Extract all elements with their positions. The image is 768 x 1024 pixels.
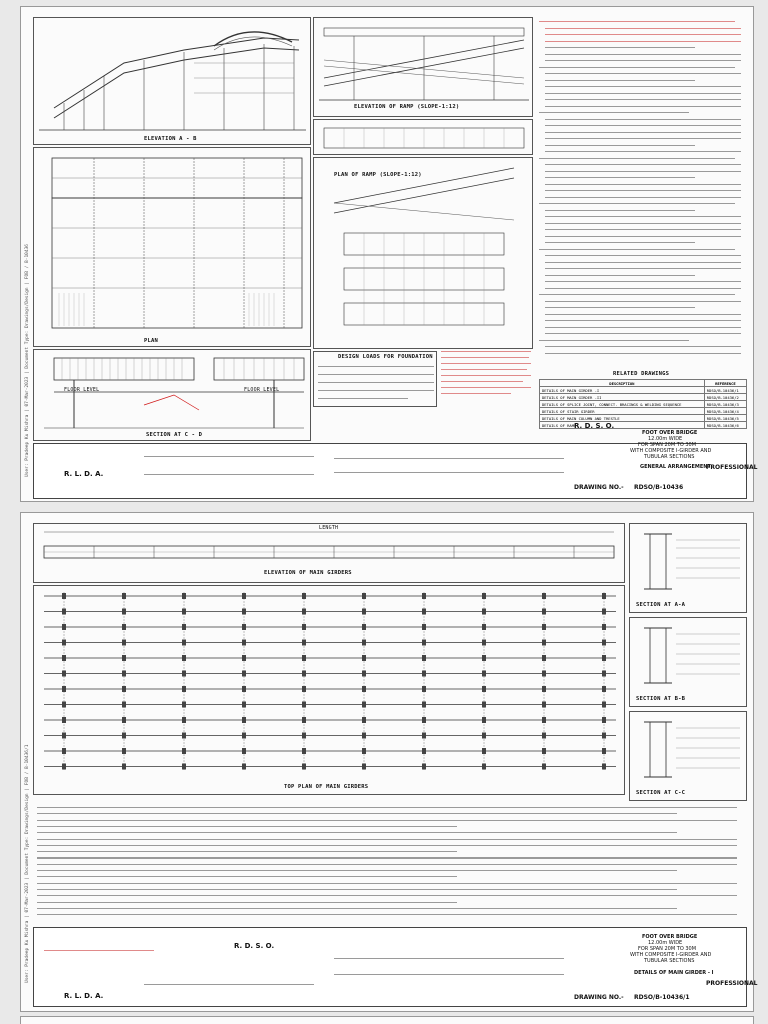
note-line (539, 203, 735, 204)
splice-plate (242, 624, 246, 630)
splice-plate (482, 764, 486, 770)
note-line (37, 870, 677, 871)
splice-plate (422, 593, 426, 599)
splice-plate (122, 686, 126, 692)
drawing-number: RDSO/B-10436 (634, 484, 684, 491)
splice-plate (302, 593, 306, 599)
splice-plate (302, 655, 306, 661)
related-drawings-title: RELATED DRAWINGS (613, 371, 670, 377)
related-ref: RDSO/B-10436/5 (704, 415, 746, 422)
splice-plate (602, 686, 606, 692)
splice-plate (422, 702, 426, 708)
splice-plate (302, 640, 306, 646)
splice-plate (362, 624, 366, 630)
splice-plate (122, 655, 126, 661)
elevation-main-girders-view (33, 523, 625, 583)
note-line (545, 73, 741, 74)
related-desc: DETAILS OF STAIR GIRDER (540, 408, 705, 415)
splice-plate (122, 764, 126, 770)
total-length-label: LENGTH (319, 525, 339, 531)
splice-plate (62, 655, 66, 661)
section-aa-drawing (630, 524, 748, 614)
note-line (539, 67, 735, 68)
design-loads-title: DESIGN LOADS FOR FOUNDATION (338, 354, 433, 360)
note-line (545, 171, 741, 172)
rdso-label: R. D. S. O. (234, 942, 275, 950)
splice-plate (122, 733, 126, 739)
splice-plate (602, 733, 606, 739)
note-line (545, 93, 741, 94)
splice-plate (482, 717, 486, 723)
elevation-ramp-drawing (314, 18, 534, 118)
note-line (545, 47, 695, 48)
note-line (545, 236, 741, 237)
splice-plate (482, 609, 486, 615)
note-line (37, 908, 677, 909)
splice-plate (482, 733, 486, 739)
note-line (539, 158, 735, 159)
drawing-status: PROFESSIONAL (706, 464, 758, 471)
splice-plate (542, 764, 546, 770)
note-line (545, 275, 695, 276)
splice-plate (422, 609, 426, 615)
splice-plate (362, 733, 366, 739)
splice-plate (362, 748, 366, 754)
splice-plate (482, 671, 486, 677)
section-cc-view (629, 711, 747, 801)
note-line (545, 320, 741, 321)
related-ref: RDSO/B-10436/6 (704, 422, 746, 429)
splice-plate (422, 655, 426, 661)
splice-plate (362, 702, 366, 708)
note-line (545, 197, 741, 198)
splice-plate (602, 593, 606, 599)
note-line (37, 845, 737, 846)
splice-plate (122, 624, 126, 630)
note-line (545, 34, 741, 35)
note-line (545, 262, 741, 263)
floor-level-right: FLOOR LEVEL (244, 387, 280, 393)
splice-plate (182, 702, 186, 708)
splice-plate (482, 702, 486, 708)
top-plan-main-girders-view (33, 585, 625, 795)
drawing-number: RDSO/B-10436/1 (634, 994, 690, 1001)
note-line (545, 132, 741, 133)
plan-ramp-drawing (314, 158, 534, 350)
splice-plate (182, 640, 186, 646)
splice-plate (542, 655, 546, 661)
related-drawings-table (539, 379, 747, 429)
splice-plate (602, 748, 606, 754)
note-line (545, 327, 741, 328)
splice-plate (302, 671, 306, 677)
note-line (37, 851, 457, 852)
splice-plate (542, 733, 546, 739)
splice-plate (602, 624, 606, 630)
splice-plate (602, 717, 606, 723)
splice-plate (602, 640, 606, 646)
drawing-sheet-general-arrangement (20, 6, 758, 502)
splice-plate (422, 686, 426, 692)
sheet-2-side-note: User: Pradeep Ku Mishra | 07-Mar-2023 | Document Type: Drawings/Design | FOB / B-10436/1 (25, 744, 30, 983)
elevation-ramp-title: ELEVATION OF RAMP (SLOPE-1:12) (354, 104, 460, 110)
splice-plate (422, 717, 426, 723)
rlda-label: R. L. D. A. (64, 470, 104, 478)
splice-plate (302, 624, 306, 630)
note-line (545, 190, 741, 191)
note-line (37, 839, 737, 840)
splice-plate (182, 655, 186, 661)
splice-plate (182, 733, 186, 739)
splice-plate (602, 702, 606, 708)
table-row (540, 408, 747, 415)
note-line (37, 820, 737, 821)
section-cd-view (33, 349, 311, 441)
note-line (539, 340, 689, 341)
splice-plate (242, 764, 246, 770)
note-line (545, 125, 741, 126)
related-desc: DETAILS OF SPLICE JOINT, CONNECT. BRACINGS & WELDING SEQUENCE (540, 401, 705, 408)
note-line (545, 60, 741, 61)
splice-plate (542, 671, 546, 677)
splice-plate (242, 671, 246, 677)
note-line (37, 826, 457, 827)
splice-plate (362, 609, 366, 615)
splice-plate (362, 655, 366, 661)
related-desc: DETAILS OF MAIN GIRDER -II (540, 394, 705, 401)
top-plan-main-girders-drawing (34, 586, 626, 796)
title-line-3: FOR SPAN 20M TO 30M (638, 442, 697, 448)
general-notes-column (539, 17, 747, 367)
rlda-label: R. L. D. A. (64, 992, 104, 1000)
splice-plate (422, 764, 426, 770)
note-line (545, 164, 741, 165)
splice-plate (362, 671, 366, 677)
splice-plate (362, 593, 366, 599)
floor-level-left: FLOOR LEVEL (64, 387, 100, 393)
splice-plate (302, 686, 306, 692)
redline-note-block (441, 347, 533, 407)
splice-plate (362, 686, 366, 692)
note-line (37, 876, 457, 877)
splice-plate (182, 717, 186, 723)
note-line (545, 242, 695, 243)
splice-plate (122, 609, 126, 615)
splice-plate (122, 702, 126, 708)
note-line (545, 333, 741, 334)
splice-plate (482, 655, 486, 661)
splice-plate (242, 655, 246, 661)
note-line (545, 80, 695, 81)
note-line (539, 112, 689, 113)
section-bb-view (629, 617, 747, 707)
title-line-5: TUBULAR SECTIONS (644, 454, 695, 460)
splice-plate (542, 593, 546, 599)
design-loads-table (313, 351, 437, 407)
splice-plate (242, 686, 246, 692)
note-line (545, 151, 741, 152)
note-line (545, 216, 741, 217)
splice-plate (242, 717, 246, 723)
splice-plate (542, 686, 546, 692)
splice-plate (302, 733, 306, 739)
splice-plate (542, 640, 546, 646)
related-desc: DETAILS OF MAIN GIRDER -I (540, 387, 705, 394)
note-line (545, 41, 741, 42)
splice-plate (542, 609, 546, 615)
splice-plate (122, 671, 126, 677)
title-line-4: WITH COMPOSITE I-GIRDER AND (630, 448, 712, 454)
note-line (37, 864, 737, 865)
splice-plate (62, 686, 66, 692)
note-line (545, 314, 741, 315)
note-line (545, 223, 741, 224)
splice-plate (122, 640, 126, 646)
title-line-2: 12.00m WIDE (648, 436, 683, 442)
elevation-ab-view (33, 17, 311, 145)
splice-plate (62, 609, 66, 615)
splice-plate (602, 655, 606, 661)
splice-plate (182, 671, 186, 677)
title-line-5: TUBULAR SECTIONS (644, 958, 695, 964)
plan-ramp-title: PLAN OF RAMP (SLOPE-1:12) (334, 172, 422, 178)
splice-plate (542, 717, 546, 723)
splice-plate (62, 702, 66, 708)
elevation-main-girders-title: ELEVATION OF MAIN GIRDERS (264, 570, 352, 576)
drawing-sheet-next-edge (20, 1016, 754, 1024)
sheet-1-side-note: User: Pradeep Ku Mishra | 07-Mar-2023 | Document Type: Drawings/Design | FOB / B-10436 (25, 244, 30, 477)
plan-ramp-view (313, 157, 533, 349)
splice-plate (242, 640, 246, 646)
drawing-number-label: DRAWING NO.- (574, 484, 624, 491)
note-line (545, 28, 741, 29)
note-line (545, 281, 741, 282)
splice-plate (302, 748, 306, 754)
note-line (545, 177, 695, 178)
elevation-ramp-view (313, 17, 533, 117)
title-block-sheet-2 (33, 927, 758, 1007)
section-cc-title: SECTION AT C-C (636, 790, 686, 796)
splice-plate (182, 593, 186, 599)
splice-plate (422, 748, 426, 754)
note-line (37, 813, 677, 814)
splice-plate (542, 624, 546, 630)
related-ref: RDSO/B-10436/2 (704, 394, 746, 401)
note-line (545, 288, 741, 289)
related-ref: RDSO/B-10436/1 (704, 387, 746, 394)
rdso-label: R. D. S. O. (574, 422, 615, 430)
title-line-1: FOOT OVER BRIDGE (642, 430, 698, 436)
splice-plate (242, 593, 246, 599)
splice-plate (602, 671, 606, 677)
note-line (545, 268, 741, 269)
drawing-status: PROFESSIONAL (706, 980, 758, 987)
splice-plate (602, 609, 606, 615)
note-line (545, 99, 741, 100)
drawing-number-label: DRAWING NO.- (574, 994, 624, 1001)
splice-plate (482, 748, 486, 754)
splice-plate (62, 748, 66, 754)
note-line (545, 54, 741, 55)
table-row (540, 394, 747, 401)
title-line-1: FOOT OVER BRIDGE (642, 934, 698, 940)
note-line (545, 301, 741, 302)
note-line (545, 346, 741, 347)
related-desc: DETAILS OF RAMP (540, 422, 705, 429)
splice-plate (302, 717, 306, 723)
splice-plate (422, 671, 426, 677)
note-line (545, 184, 741, 185)
splice-plate (122, 593, 126, 599)
sheet-2-notes (33, 803, 747, 923)
section-cc-drawing (630, 712, 748, 802)
splice-plate (362, 640, 366, 646)
section-cd-title: SECTION AT C - D (146, 432, 203, 438)
note-line (37, 857, 737, 858)
splice-plate (362, 764, 366, 770)
splice-plate (542, 702, 546, 708)
note-line (539, 294, 735, 295)
drawing-subject: DETAILS OF MAIN GIRDER - I (634, 970, 714, 976)
splice-plate (182, 764, 186, 770)
splice-plate (182, 748, 186, 754)
related-drawings-block (539, 371, 747, 428)
title-line-2: 12.00m WIDE (648, 940, 683, 946)
note-line (539, 249, 735, 250)
ramp-plan-strip (313, 119, 533, 155)
title-line-4: WITH COMPOSITE I-GIRDER AND (630, 952, 712, 958)
note-line (539, 21, 735, 22)
note-line (545, 210, 695, 211)
splice-plate (302, 764, 306, 770)
section-cd-drawing (34, 350, 312, 442)
splice-plate (542, 748, 546, 754)
note-line (545, 307, 695, 308)
note-line (545, 86, 741, 87)
splice-plate (242, 702, 246, 708)
related-ref: RDSO/B-10436/3 (704, 401, 746, 408)
related-ref: RDSO/B-10436/4 (704, 408, 746, 415)
splice-plate (242, 748, 246, 754)
note-line (37, 883, 737, 884)
note-line (545, 106, 741, 107)
table-row (540, 422, 747, 429)
note-line (37, 889, 677, 890)
top-plan-main-girders-title: TOP PLAN OF MAIN GIRDERS (284, 784, 369, 790)
note-line (545, 229, 741, 230)
splice-plate (122, 748, 126, 754)
splice-plate (62, 640, 66, 646)
splice-plate (62, 764, 66, 770)
note-line (545, 255, 741, 256)
splice-plate (62, 671, 66, 677)
plan-drawing (34, 148, 312, 348)
section-bb-title: SECTION AT B-B (636, 696, 686, 702)
splice-plate (182, 609, 186, 615)
note-line (545, 145, 695, 146)
ramp-plan-strip-drawing (314, 120, 534, 156)
related-desc: DETAILS OF MAIN COLUMN AND TRESTLE (540, 415, 705, 422)
splice-plate (422, 733, 426, 739)
drawing-subject: GENERAL ARRANGEMENT (640, 464, 711, 470)
table-row (540, 401, 747, 408)
splice-plate (182, 686, 186, 692)
splice-plate (422, 640, 426, 646)
splice-plate (422, 624, 426, 630)
splice-plate (182, 624, 186, 630)
splice-plate (242, 733, 246, 739)
splice-plate (242, 609, 246, 615)
note-line (37, 807, 737, 808)
splice-plate (302, 609, 306, 615)
section-aa-view (629, 523, 747, 613)
note-line (545, 353, 741, 354)
splice-plate (482, 593, 486, 599)
section-bb-drawing (630, 618, 748, 708)
elevation-ab-drawing (34, 18, 312, 146)
note-line (545, 119, 741, 120)
splice-plate (602, 764, 606, 770)
note-line (37, 832, 677, 833)
splice-plate (62, 733, 66, 739)
splice-plate (482, 640, 486, 646)
plan-title: PLAN (144, 338, 159, 344)
plan-view (33, 147, 311, 347)
note-line (37, 914, 737, 915)
splice-plate (482, 686, 486, 692)
splice-plate (362, 717, 366, 723)
note-line (545, 138, 741, 139)
splice-plate (62, 717, 66, 723)
splice-plate (482, 624, 486, 630)
table-row (540, 415, 747, 422)
section-aa-title: SECTION AT A-A (636, 602, 686, 608)
elevation-ab-title: ELEVATION A - B (144, 136, 197, 142)
splice-plate (302, 702, 306, 708)
splice-plate (122, 717, 126, 723)
table-row (540, 387, 747, 394)
title-line-3: FOR SPAN 20M TO 30M (638, 946, 697, 952)
splice-plate (62, 593, 66, 599)
related-col-reference: REFERENCE (704, 380, 746, 387)
note-line (37, 902, 457, 903)
note-line (37, 895, 737, 896)
related-col-description: DESCRIPTION (540, 380, 705, 387)
drawing-sheet-main-girder (20, 512, 758, 1012)
splice-plate (62, 624, 66, 630)
